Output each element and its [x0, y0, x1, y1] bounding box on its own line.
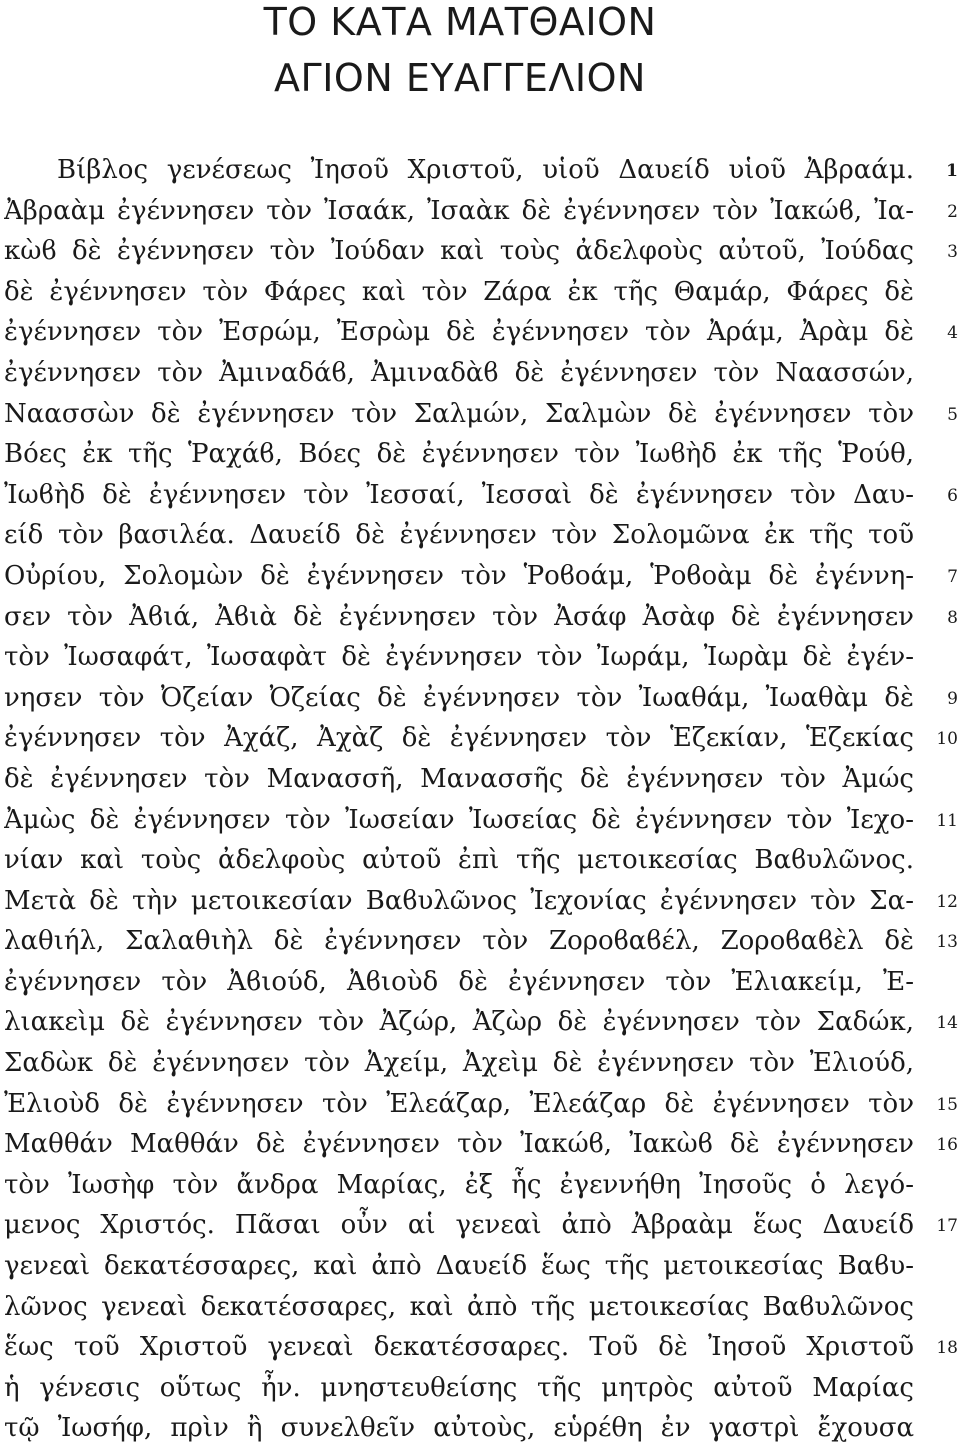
verse-number: 1: [946, 161, 958, 181]
text-line: [0, 1165, 960, 1206]
verse-number: 2: [947, 201, 958, 222]
text-body: [0, 150, 960, 1449]
line-text: λαθιήλ, Σαλαθιὴλ δὲ ἐγέννησεν τὸν Ζοροϐαϐέλ, Ζοροϐαϐὲλ δὲ: [4, 926, 914, 957]
verse-number: 5: [947, 404, 958, 425]
book-title-line-2: ΑΓΙΟΝ ΕΥΑΓΓΕΛΙΟΝ: [274, 56, 646, 100]
text-line: [0, 272, 960, 313]
line-text: Ἰωϐὴδ δὲ ἐγέννησεν τὸν Ἰεσσαί, Ἰεσσαὶ δὲ ἐγέννησεν τὸν Δαυ-: [4, 479, 914, 510]
text-line: [0, 962, 960, 1003]
line-text: Ἐλιοὺδ δὲ ἐγέννησεν τὸν Ἐλεάζαρ, Ἐλεάζαρ δὲ ἐγέννησεν τὸν: [4, 1088, 914, 1119]
line-text: λῶνος γενεαὶ δεκατέσσαρες, καὶ ἀπὸ τῆς μετοικεσίας Βαϐυλῶνος: [4, 1291, 914, 1322]
text-line: [0, 394, 960, 435]
verse-number: 18: [936, 1338, 958, 1359]
text-line: [0, 475, 960, 516]
text-line: [0, 1287, 960, 1328]
line-text: ἡ γένεσις οὕτως ἦν. μνηστευθείσης τῆς μητρὸς αὐτοῦ Μαρίας: [4, 1372, 914, 1403]
text-line: [0, 1368, 960, 1409]
verse-number: 8: [947, 607, 958, 628]
text-line: [0, 312, 960, 353]
line-text: νησεν τὸν Ὀζείαν Ὀζείας δὲ ἐγέννησεν τὸν Ἰωαθάμ, Ἰωαθὰμ δὲ: [4, 682, 914, 713]
verse-number: 6: [947, 485, 958, 506]
verse-number: 14: [936, 1013, 958, 1034]
text-line: [0, 556, 960, 597]
text-line: [0, 150, 960, 191]
line-text: Ἀμὼς δὲ ἐγέννησεν τὸν Ἰωσείαν Ἰωσείας δὲ ἐγέννησεν τὸν Ἰεχο-: [4, 804, 914, 835]
line-text: Σαδὼκ δὲ ἐγέννησεν τὸν Ἀχείμ, Ἀχεὶμ δὲ ἐγέννησεν τὸν Ἐλιούδ,: [4, 1048, 914, 1079]
line-text: ἐγέννησεν τὸν Ἀχάζ, Ἀχὰζ δὲ ἐγέννησεν τὸν Ἑζεκίαν, Ἑζεκίας: [4, 723, 914, 754]
text-line: [0, 1043, 960, 1084]
text-line: [0, 881, 960, 922]
line-text: μενος Χριστός. Πᾶσαι οὖν αἱ γενεαὶ ἀπὸ Ἀβραὰμ ἕως Δαυείδ: [4, 1210, 914, 1241]
text-line: [0, 1408, 960, 1449]
line-text: δὲ ἐγέννησεν τὸν Μανασσῆ, Μανασσῆς δὲ ἐγέννησεν τὸν Ἀμώς: [4, 763, 914, 794]
verse-number: 9: [947, 688, 958, 709]
text-line: [0, 353, 960, 394]
line-text: Οὐρίου, Σολομὼν δὲ ἐγέννησεν τὸν Ῥοϐοάμ, Ῥοϐοὰμ δὲ ἐγέννη-: [4, 560, 914, 591]
line-text: τῷ Ἰωσήφ, πρὶν ἢ συνελθεῖν αὐτοὺς, εὑρέθη ἐν γαστρὶ ἔχουσα: [4, 1413, 914, 1444]
verse-number: 10: [936, 729, 958, 750]
line-text: δὲ ἐγέννησεν τὸν Φάρες καὶ τὸν Ζάρα ἐκ τῆς Θαμάρ, Φάρες δὲ: [4, 276, 914, 307]
verse-number: 11: [936, 810, 958, 831]
text-line: [0, 1124, 960, 1165]
line-text: Μαθθάν Μαθθάν δὲ ἐγέννησεν τὸν Ἰακώϐ, Ἰακὼϐ δὲ ἐγέννησεν: [4, 1129, 914, 1160]
text-line: [0, 840, 960, 881]
text-line: [0, 231, 960, 272]
line-text: ἐγέννησεν τὸν Ἐσρώμ, Ἐσρὼμ δὲ ἐγέννησεν τὸν Ἀράμ, Ἀρὰμ δὲ: [4, 317, 914, 348]
verse-number: 17: [936, 1216, 958, 1237]
line-text: τὸν Ἰωσὴφ τὸν ἄνδρα Μαρίας, ἐξ ἧς ἐγεννήθη Ἰησοῦς ὁ λεγό-: [4, 1169, 914, 1200]
text-line: [0, 718, 960, 759]
line-text: νίαν καὶ τοὺς ἀδελφοὺς αὐτοῦ ἐπὶ τῆς μετοικεσίας Βαϐυλῶνος.: [4, 845, 914, 876]
text-line: [0, 1246, 960, 1287]
text-line: [0, 1084, 960, 1125]
line-text: Βίβλος γενέσεως Ἰησοῦ Χριστοῦ, υἱοῦ Δαυείδ υἱοῦ Ἀβραάμ.: [57, 155, 914, 185]
verse-number: 12: [936, 891, 958, 912]
line-text: σεν τὸν Ἀϐιά, Ἀϐιὰ δὲ ἐγέννησεν τὸν Ἀσάφ Ἀσὰφ δὲ ἐγέννησεν: [4, 601, 914, 632]
line-text: κὼϐ δὲ ἐγέννησεν τὸν Ἰούδαν καὶ τοὺς ἀδελφοὺς αὐτοῦ, Ἰούδας: [4, 236, 914, 267]
line-text: λιακεὶμ δὲ ἐγέννησεν τὸν Ἀζώρ, Ἀζὼρ δὲ ἐγέννησεν τὸν Σαδώκ,: [4, 1007, 914, 1038]
text-line: [0, 1205, 960, 1246]
text-line: [0, 678, 960, 719]
line-text: ἕως τοῦ Χριστοῦ γενεαὶ δεκατέσσαρες. Τοῦ δὲ Ἰησοῦ Χριστοῦ: [4, 1332, 914, 1363]
text-line: [0, 1327, 960, 1368]
text-line: [0, 800, 960, 841]
line-text: γενεαὶ δεκατέσσαρες, καὶ ἀπὸ Δαυείδ ἕως τῆς μετοικεσίας Βαϐυ-: [4, 1251, 914, 1282]
text-line: [0, 191, 960, 232]
line-text: Βόες ἐκ τῆς Ῥαχάϐ, Βόες δὲ ἐγέννησεν τὸν Ἰωϐὴδ ἐκ τῆς Ῥούθ,: [4, 439, 914, 470]
line-text: ἐγέννησεν τὸν Ἀϐιούδ, Ἀϐιοὺδ δὲ ἐγέννησεν τὸν Ἐλιακείμ, Ἐ-: [4, 966, 914, 997]
line-text: ἐγέννησεν τὸν Ἀμιναδάϐ, Ἀμιναδὰϐ δὲ ἐγέννησεν τὸν Ναασσών,: [4, 357, 914, 388]
book-title-line-1: ΤΟ ΚΑΤΑ ΜΑΤΘΑΙΟΝ: [263, 0, 657, 44]
text-line: [0, 434, 960, 475]
text-line: [0, 1002, 960, 1043]
line-text: Μετὰ δὲ τὴν μετοικεσίαν Βαϐυλῶνος Ἰεχονίας ἐγέννησεν τὸν Σα-: [4, 885, 914, 916]
text-line: [0, 597, 960, 638]
verse-number: 7: [947, 566, 958, 587]
line-text: Ναασσὼν δὲ ἐγέννησεν τὸν Σαλμών, Σαλμὼν δὲ ἐγέννησεν τὸν: [4, 398, 914, 429]
verse-number: 3: [947, 242, 958, 263]
verse-number: 13: [936, 932, 958, 953]
text-line: [0, 515, 960, 556]
verse-number: 16: [936, 1135, 958, 1156]
line-text: Ἀβραὰμ ἐγέννησεν τὸν Ἰσαάκ, Ἰσαὰκ δὲ ἐγέννησεν τὸν Ἰακώϐ, Ἰα-: [4, 195, 914, 226]
text-line: [0, 637, 960, 678]
verse-number: 15: [936, 1094, 958, 1115]
line-text: είδ τὸν βασιλέα. Δαυείδ δὲ ἐγέννησεν τὸν Σολομῶνα ἐκ τῆς τοῦ: [4, 520, 914, 551]
text-line: [0, 921, 960, 962]
verse-number: 4: [947, 323, 958, 344]
line-text: τὸν Ἰωσαφάτ, Ἰωσαφὰτ δὲ ἐγέννησεν τὸν Ἰωράμ, Ἰωρὰμ δὲ ἐγέν-: [4, 642, 914, 673]
text-line: [0, 759, 960, 800]
